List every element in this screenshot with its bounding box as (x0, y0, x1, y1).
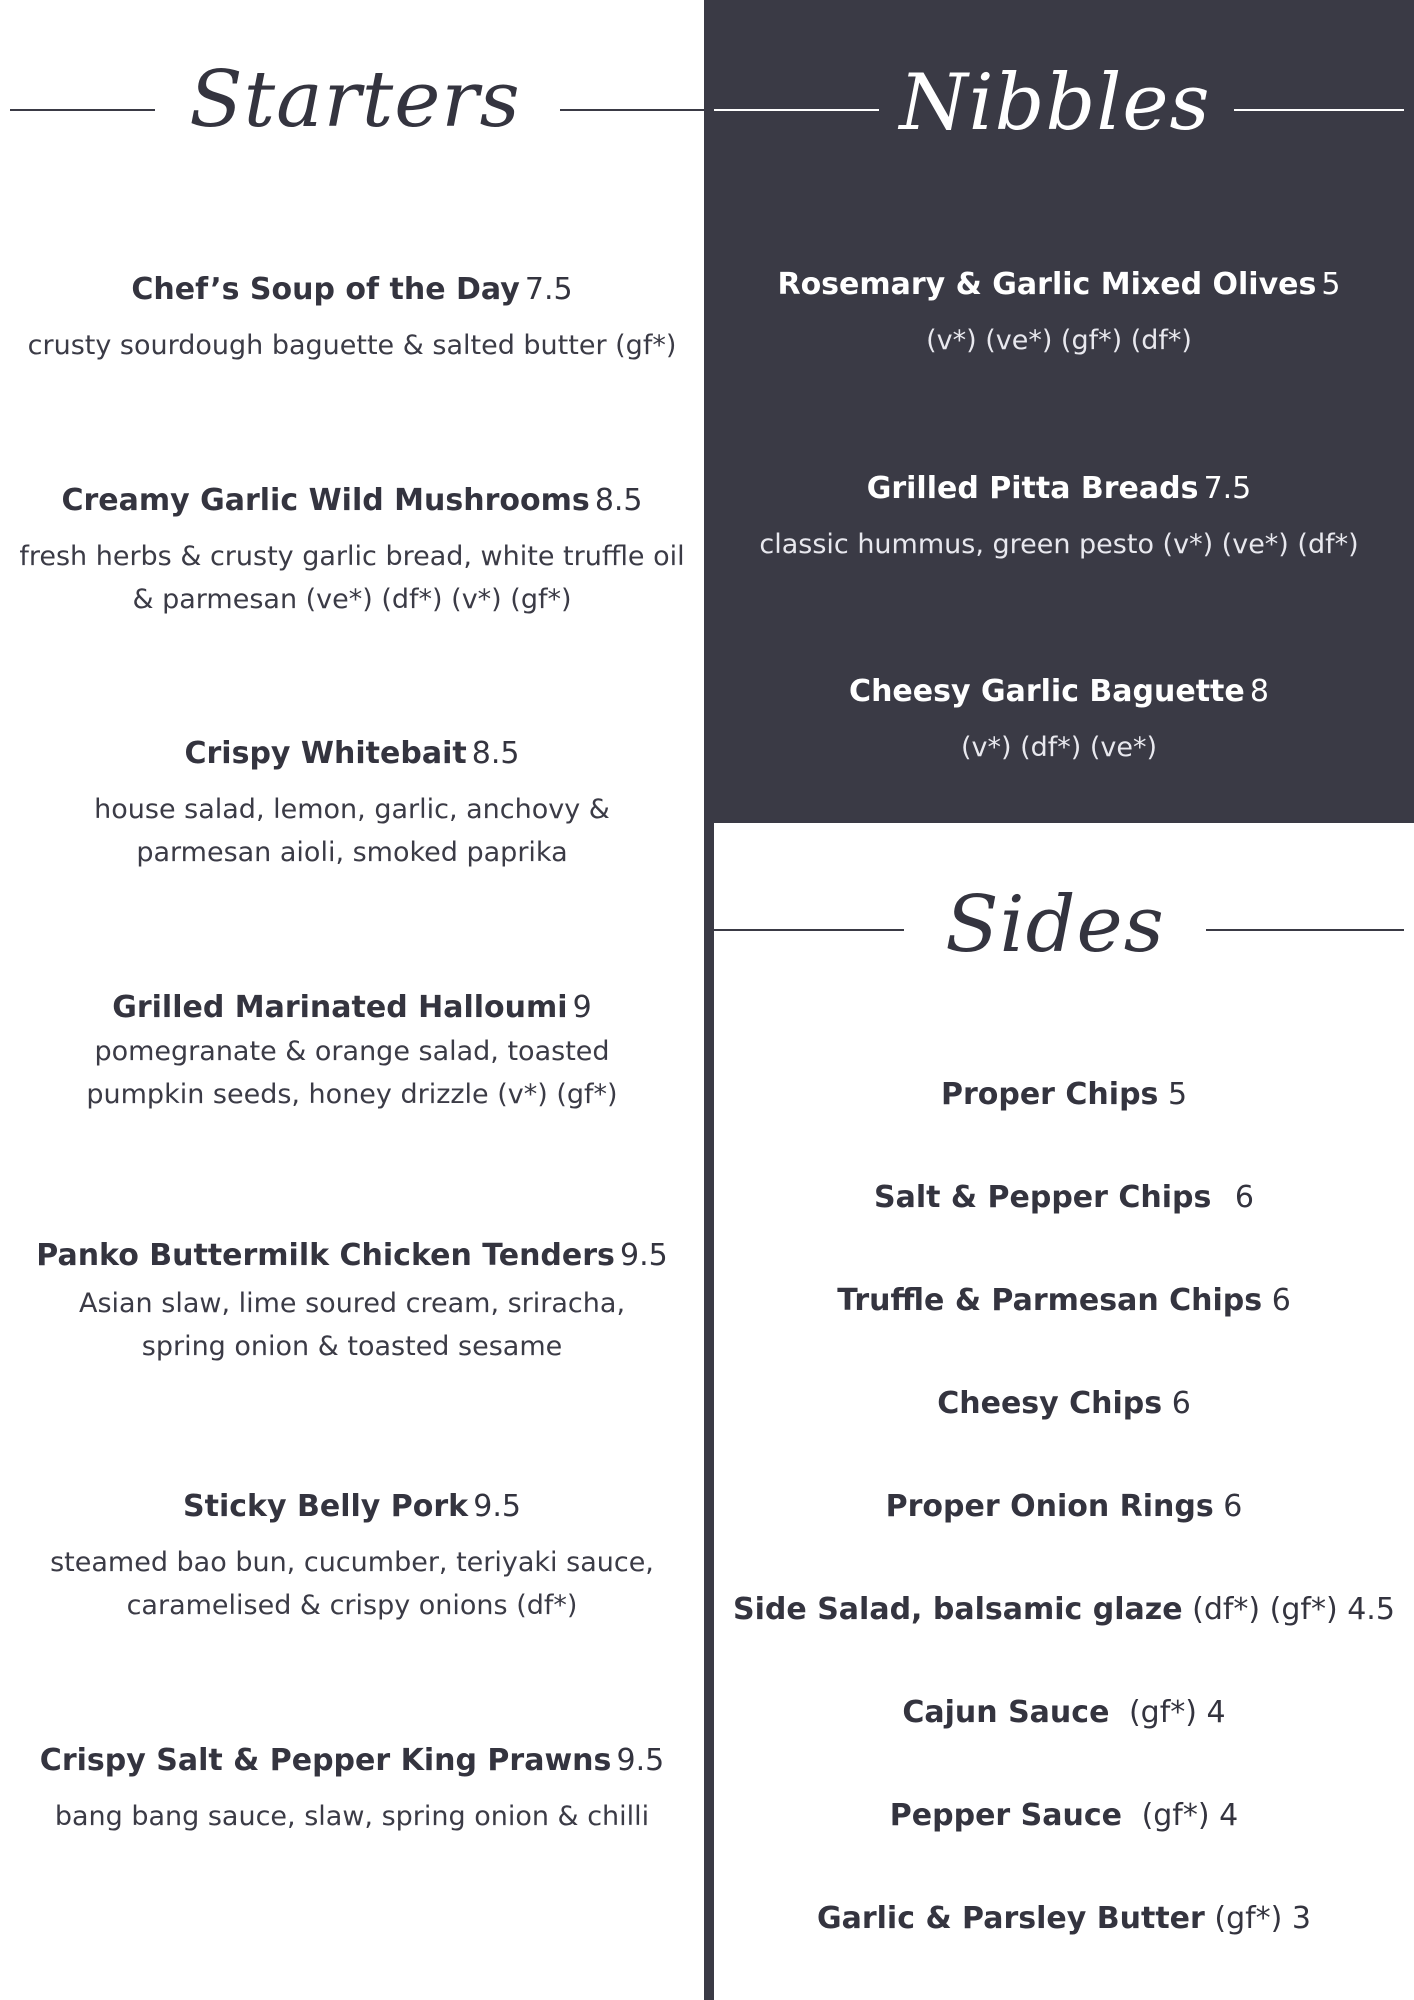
sides-rule-right (1206, 929, 1404, 931)
sides-rule-left (714, 929, 904, 931)
side-name: Pepper Sauce (889, 1798, 1123, 1833)
side-item (714, 1384, 1414, 1424)
starter-item (10, 1236, 694, 1368)
nibbles-rule-right (1234, 109, 1404, 111)
side-price: (gf*) 4 (1141, 1798, 1239, 1833)
side-price: 6 (1223, 1489, 1243, 1524)
item-description: house salad, lemon, garlic, anchovy & parmesan aioli, smoked paprika (94, 794, 610, 868)
item-price: 9.5 (620, 1238, 668, 1273)
item-name: Chef’s Soup of the Day (131, 272, 520, 307)
starter-item (10, 734, 694, 874)
nibble-item (714, 265, 1404, 362)
item-price: 7.5 (524, 272, 573, 307)
side-price: 5 (1167, 1077, 1188, 1112)
item-description: steamed bao bun, cucumber, teriyaki sauce, caramelised & crispy onions (df*) (50, 1547, 654, 1621)
starter-item (10, 481, 694, 621)
side-item (714, 1590, 1414, 1630)
item-name: Grilled Pitta Breads (866, 471, 1199, 506)
side-price: 6 (1271, 1283, 1291, 1318)
starters-rule-right (560, 109, 704, 111)
sides-heading: Sides (945, 880, 1165, 970)
starters-heading: Starters (189, 55, 521, 145)
starters-rule-left (10, 109, 155, 111)
side-name: Truffle & Parmesan Chips (837, 1283, 1263, 1318)
nibbles-rule-left (714, 109, 879, 111)
starter-item (10, 1741, 694, 1838)
nibbles-heading: Nibbles (899, 58, 1211, 148)
item-dietary: (v*) (df*) (ve*) (960, 732, 1158, 763)
nibble-item (714, 469, 1404, 566)
item-description: classic hummus, green pesto (v*) (ve*) (df*) (759, 529, 1359, 560)
nibble-item (714, 672, 1404, 769)
starter-item (10, 270, 694, 367)
item-price: 5 (1321, 267, 1341, 302)
side-name: Proper Onion Rings (885, 1489, 1214, 1524)
side-item (714, 1796, 1414, 1836)
item-description: pomegranate & orange salad, toasted pumpkin seeds, honey drizzle (v*) (gf*) (86, 1036, 618, 1110)
item-name: Sticky Belly Pork (183, 1489, 469, 1524)
item-description: fresh herbs & crusty garlic bread, white truffle oil & parmesan (ve*) (df*) (v*) (gf*) (19, 541, 685, 615)
side-item (714, 1487, 1414, 1527)
side-item (714, 1075, 1414, 1115)
item-price: 9.5 (616, 1743, 665, 1778)
item-name: Grilled Marinated Halloumi (112, 990, 568, 1025)
item-description: bang bang sauce, slaw, spring onion & chilli (54, 1801, 650, 1832)
item-name: Rosemary & Garlic Mixed Olives (777, 267, 1317, 302)
item-description: crusty sourdough baguette & salted butter (gf*) (27, 330, 677, 361)
side-price: (gf*) 3 (1214, 1901, 1311, 1936)
side-name: Garlic & Parsley Butter (816, 1901, 1205, 1936)
item-price: 8.5 (594, 483, 643, 518)
side-price: 6 (1234, 1180, 1255, 1215)
side-item (714, 1899, 1414, 1939)
item-price: 7.5 (1203, 471, 1252, 506)
item-price: 9 (572, 990, 592, 1025)
side-price: 6 (1171, 1386, 1191, 1421)
side-name: Proper Chips (940, 1077, 1159, 1112)
item-name: Creamy Garlic Wild Mushrooms (61, 483, 590, 518)
side-price: (df*) (gf*) 4.5 (1192, 1592, 1395, 1627)
side-name: Cajun Sauce (902, 1695, 1110, 1730)
item-name: Crispy Whitebait (184, 736, 467, 771)
side-item (714, 1693, 1414, 1733)
side-name: Side Salad, balsamic glaze (733, 1592, 1183, 1627)
side-item (714, 1178, 1414, 1218)
item-price: 9.5 (473, 1489, 521, 1524)
side-name: Salt & Pepper Chips (873, 1180, 1212, 1215)
item-name: Cheesy Garlic Baguette (849, 674, 1245, 709)
column-divider (704, 0, 714, 2000)
starter-item (10, 1487, 694, 1627)
item-price: 8 (1249, 674, 1269, 709)
item-description: Asian slaw, lime soured cream, sriracha, spring onion & toasted sesame (78, 1288, 626, 1362)
side-item (714, 1281, 1414, 1321)
side-name: Cheesy Chips (937, 1386, 1163, 1421)
item-price: 8.5 (471, 736, 520, 771)
item-dietary: (v*) (ve*) (gf*) (df*) (926, 325, 1192, 356)
item-name: Panko Buttermilk Chicken Tenders (36, 1238, 615, 1273)
side-price: (gf*) 4 (1128, 1695, 1226, 1730)
starter-item (10, 988, 694, 1116)
item-name: Crispy Salt & Pepper King Prawns (39, 1743, 612, 1778)
